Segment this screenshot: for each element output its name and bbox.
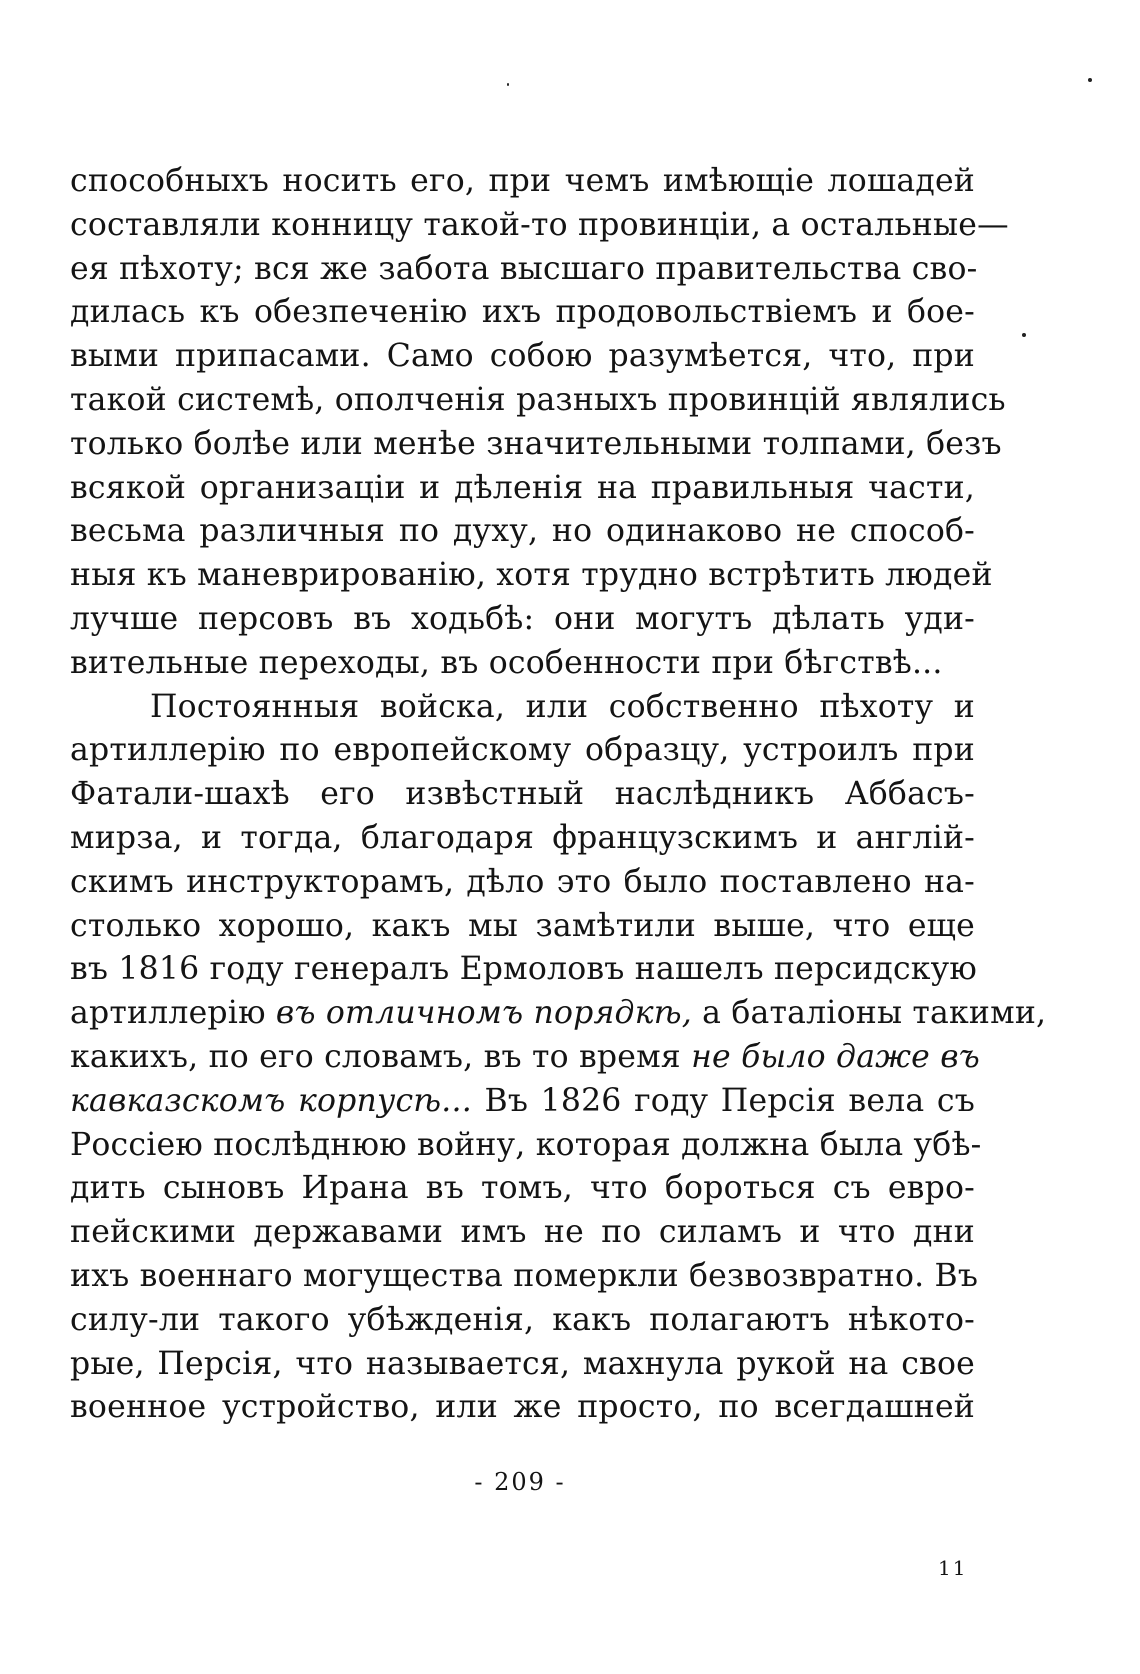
italic-quote: въ отличномъ порядкѣ,	[275, 995, 692, 1032]
text-line: ихъ военнаго могущества померкли безвозвратно. Въ	[70, 1257, 979, 1294]
print-speck	[1022, 333, 1026, 337]
text-line: вительные переходы, въ особенности при бѣгствѣ...	[70, 644, 943, 681]
text-line: въ 1816 году генералъ Ермоловъ нашелъ персидскую	[70, 951, 978, 988]
page-body	[70, 160, 1047, 1430]
text-line: скимъ инструкторамъ, дѣло это было поставлено на-	[70, 863, 975, 900]
text-line: силу-ли такого убѣжденія, какъ полагаютъ нѣкото-	[70, 1301, 975, 1338]
text-line: способныхъ носить его, при чемъ имѣющіе лошадей	[70, 163, 975, 199]
print-speck	[1088, 78, 1092, 82]
italic-quote: не было даже въ	[691, 1038, 980, 1075]
text-line: ея пѣхоту; вся же забота высшаго правительства сво-	[70, 250, 978, 287]
signature-mark: 11	[938, 1556, 968, 1580]
italic-quote: кавказскомъ корпусѣ...	[70, 1082, 472, 1119]
text-line: дилась къ обезпеченію ихъ продовольствіемъ и бое-	[70, 294, 975, 331]
text-line: артиллерію по европейскому образцу, устроилъ при	[70, 732, 975, 769]
text-line: дить сыновъ Ирана въ томъ, что бороться съ евро-	[70, 1170, 975, 1207]
text-run: артиллерію	[70, 995, 266, 1032]
text-line: лучше персовъ въ ходьбѣ: они могутъ дѣлать уди-	[70, 600, 975, 637]
text-line-mixed	[70, 1036, 980, 1080]
text-line: рые, Персія, что называется, махнула рукой на свое	[70, 1345, 975, 1382]
text-line: Россіею послѣднюю войну, которая должна была убѣ-	[70, 1126, 982, 1163]
text-run: Въ 1826 году Персія вела съ	[484, 1082, 975, 1119]
text-line-mixed	[70, 992, 1047, 1036]
text-line: военное устройство, или же просто, по всегдашней	[70, 1389, 975, 1426]
text-line-mixed	[70, 1080, 975, 1124]
text-line: ныя къ маневрированію, хотя трудно встрѣтить людей	[70, 557, 993, 594]
text-line: весьма различныя по духу, но одинаково не способ-	[70, 513, 975, 550]
print-speck	[507, 83, 509, 86]
text-line: мирза, и тогда, благодаря французскимъ и англій-	[70, 819, 975, 856]
paragraph-1	[70, 160, 1009, 686]
text-run: а баталіоны такими,	[702, 995, 1047, 1032]
page-number: - 209 -	[474, 1468, 566, 1496]
text-line: пейскими державами имъ не по силамъ и что дни	[70, 1214, 975, 1251]
text-line: такой системѣ, ополченія разныхъ провинцій являлись	[70, 381, 1006, 418]
text-line: только болѣе или менѣе значительными толпами, безъ	[70, 425, 1002, 462]
text-line: всякой организаціи и дѣленія на правильныя части,	[70, 469, 975, 506]
text-run: какихъ, по его словамъ, въ то время	[70, 1038, 681, 1075]
text-line: составляли конницу такой-то провинціи, а остальные—	[70, 206, 1009, 243]
text-line: столько хорошо, какъ мы замѣтили выше, что еще	[70, 907, 975, 944]
text-line: Фатали-шахѣ его извѣстный наслѣдникъ Аббасъ-	[70, 776, 975, 813]
text-line: Постоянныя войска, или собственно пѣхоту и	[150, 688, 975, 725]
paragraph-2	[70, 686, 1047, 1431]
text-line: выми припасами. Само собою разумѣется, что, при	[70, 338, 975, 375]
